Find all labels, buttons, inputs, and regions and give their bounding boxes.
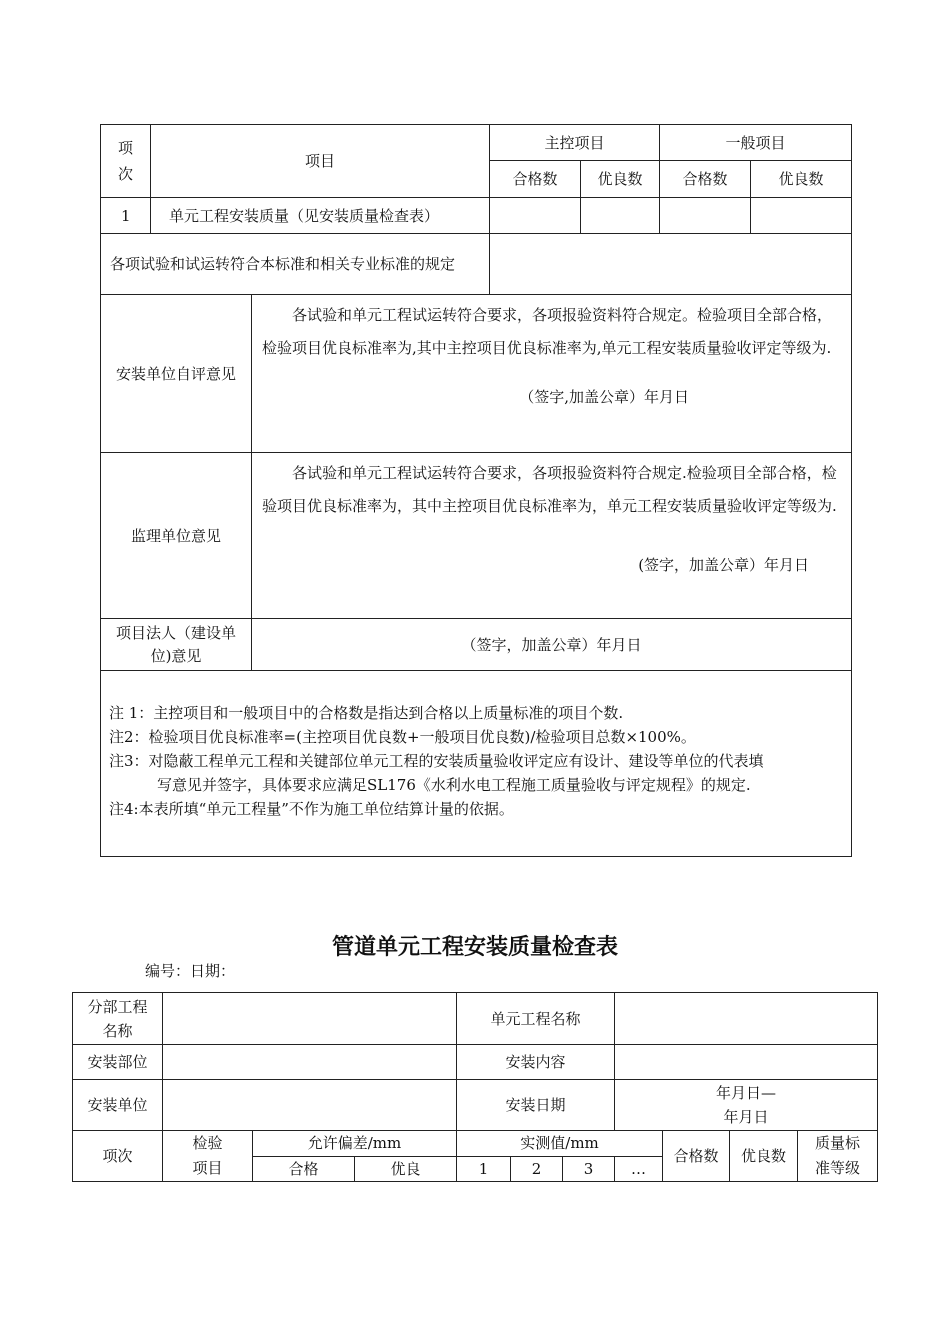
value-cell[interactable] xyxy=(490,198,581,234)
header-measure-3: 3 xyxy=(563,1156,615,1182)
value-cell[interactable] xyxy=(490,234,852,295)
unit-name-label: 单元工程名称 xyxy=(457,993,615,1045)
install-date-field[interactable] xyxy=(615,1080,878,1131)
install-opinion-signature: （签字,加盖公章）年月日 xyxy=(519,388,690,406)
note-3: 注3：对隐蔽工程单元工程和关键部位单元工程的安装质量验收评定应有设计、建设等单位的代表填 xyxy=(109,752,764,770)
header-item-no: 项次 xyxy=(73,1131,163,1182)
header-general-pass: 合格数 xyxy=(660,161,751,198)
supervisor-opinion-cell xyxy=(252,453,852,619)
value-cell[interactable] xyxy=(581,198,660,234)
summary-table xyxy=(100,124,852,857)
table-row xyxy=(101,234,852,295)
install-unit-label: 安装单位 xyxy=(73,1080,163,1131)
install-content-field[interactable] xyxy=(615,1045,878,1080)
form-meta: 编号：日期： xyxy=(145,962,236,980)
owner-opinion-label: 项目法人（建设单位)意见 xyxy=(101,619,252,671)
install-opinion-label: 安装单位自评意见 xyxy=(101,295,252,453)
install-opinion-text: 各试验和单元工程试运转符合要求，各项报验资料符合规定。检验项目全部合格，检验项目优良标准率为,其中主控项目优良标准率为,单元工程安装质量验收评定等级为. xyxy=(262,306,833,357)
header-excellent-count: 优良数 xyxy=(730,1131,798,1182)
header-item: 项目 xyxy=(151,125,490,198)
install-date-label: 安装日期 xyxy=(457,1080,615,1131)
form-title: 管道单元工程安装质量检查表 xyxy=(331,935,618,960)
header-quality-grade: 质量标准等级 xyxy=(798,1131,878,1182)
table-row xyxy=(101,198,852,234)
row-label: 各项试验和试运转符合本标准和相关专业标准的规定 xyxy=(101,234,490,295)
header-measured: 实测值/mm xyxy=(457,1131,663,1157)
install-opinion-cell xyxy=(252,295,852,453)
supervisor-opinion-text: 各试验和单元工程试运转符合要求，各项报验资料符合规定.检验项目全部合格，检验项目优良标准率为，其中主控项目优良标准率为，单元工程安装质量验收评定等级为. xyxy=(262,464,837,515)
owner-opinion-signature: （签字，加盖公章）年月日 xyxy=(252,619,852,671)
header-main-control: 主控项目 xyxy=(490,125,660,161)
row-number: 1 xyxy=(101,198,151,234)
header-main-excellent: 优良数 xyxy=(581,161,660,198)
install-unit-field[interactable] xyxy=(163,1080,457,1131)
header-general: 一般项目 xyxy=(660,125,852,161)
header-measure-more: … xyxy=(615,1156,663,1182)
note-4: 注4:本表所填“单元工程量”不作为施工单位结算计量的依据。 xyxy=(109,800,514,818)
supervisor-opinion-signature: (签字，加盖公章）年月日 xyxy=(638,556,810,574)
date-line-1: 年月日— xyxy=(716,1084,777,1102)
notes-cell xyxy=(101,671,852,857)
install-part-field[interactable] xyxy=(163,1045,457,1080)
header-measure-2: 2 xyxy=(511,1156,563,1182)
division-name-label: 分部工程名称 xyxy=(73,993,163,1045)
unit-name-field[interactable] xyxy=(615,993,878,1045)
install-part-label: 安装部位 xyxy=(73,1045,163,1080)
supervisor-opinion-label: 监理单位意见 xyxy=(101,453,252,619)
header-measure-1: 1 xyxy=(457,1156,511,1182)
install-content-label: 安装内容 xyxy=(457,1045,615,1080)
row-label: 单元工程安装质量（见安装质量检查表） xyxy=(151,198,490,234)
note-3-cont: 写意见并签字，具体要求应满足SL176《水利水电工程施工质量验收与评定规程》的规定. xyxy=(157,776,751,794)
note-2: 注2：检验项目优良标准率=(主控项目优良数+一般项目优良数)/检验项目总数×100%。 xyxy=(109,728,696,746)
header-pass-count: 合格数 xyxy=(663,1131,730,1182)
header-excellent: 优良 xyxy=(355,1156,457,1182)
header-item-no: 项次 xyxy=(101,125,151,198)
division-name-field[interactable] xyxy=(163,993,457,1045)
inspection-table xyxy=(72,992,878,1182)
header-main-pass: 合格数 xyxy=(490,161,581,198)
note-1: 注 1：主控项目和一般项目中的合格数是指达到合格以上质量标准的项目个数. xyxy=(109,704,624,722)
header-general-excellent: 优良数 xyxy=(751,161,852,198)
header-check-item: 检验项目 xyxy=(163,1131,253,1182)
header-tolerance: 允许偏差/mm xyxy=(253,1131,457,1157)
date-line-2: 年月日 xyxy=(723,1108,769,1126)
value-cell[interactable] xyxy=(751,198,852,234)
value-cell[interactable] xyxy=(660,198,751,234)
header-qualified: 合格 xyxy=(253,1156,355,1182)
